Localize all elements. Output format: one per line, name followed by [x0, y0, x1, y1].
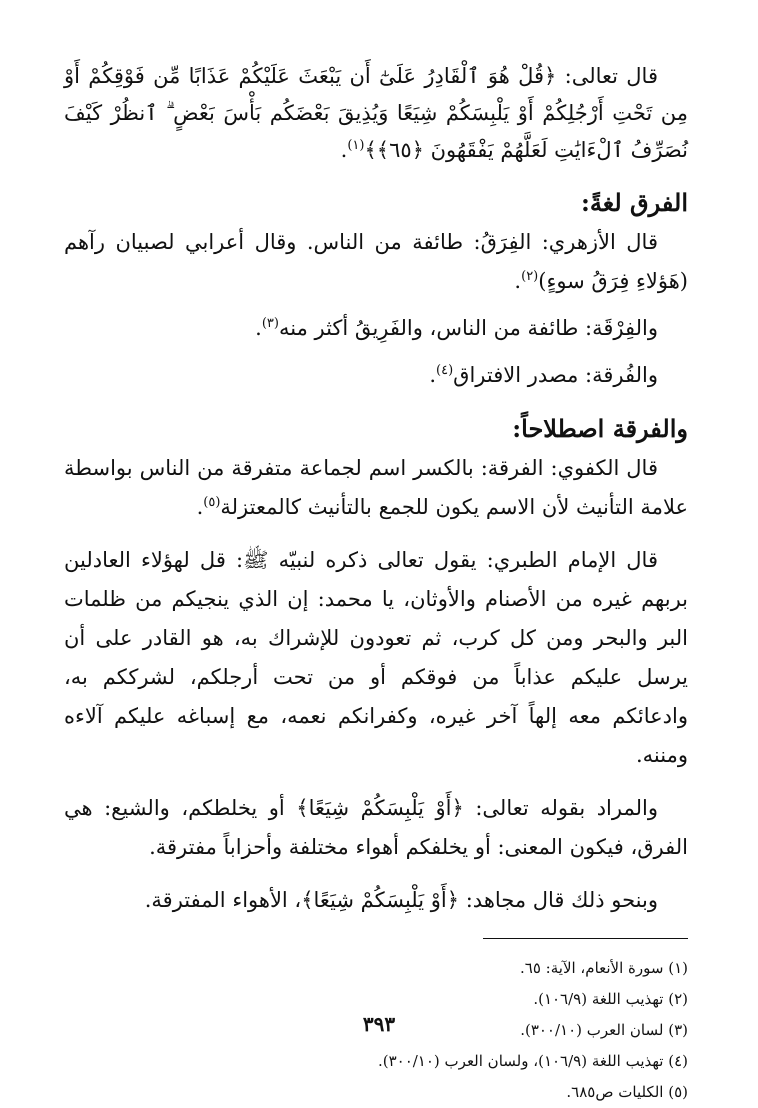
footnote-separator — [483, 938, 688, 939]
footnote-marker-3: (٣) — [261, 316, 279, 331]
paragraph-kafawi: قال الكفوي: الفرقة: بالكسر اسم لجماعة متفرقة من الناس بواسطة علامة التأنيث لأن الاسم يكون للجمع بالتأنيث كالمعتزلة$^{(٥)}$. — [64, 456, 688, 519]
paragraph-azhari: قال الأزهري: الفِرَقُ: طائفة من الناس. وقال أعرابي لصبيان رآهم (هَؤلاءِ فِرَقُ سوءٍ)$^{(٢)}$. — [64, 230, 688, 293]
paragraph-furqa: والفُرقة: مصدر الافتراق$^{(٤)}$. — [429, 363, 658, 387]
footnote-4: (٤) تهذيب اللغة (١٠٦/٩)، ولسان العرب (٣٠٠/١٠). — [377, 1052, 688, 1070]
footnote-marker-4: (٤) — [436, 363, 454, 378]
paragraph-firqa: والفِرْقَة: طائفة من الناس، والفَرِيقُ أكثر منه$^{(٣)}$. — [255, 316, 658, 340]
page-number: ٣٩٣ — [362, 1012, 396, 1036]
footnote-marker-2: (٢) — [521, 269, 539, 284]
footnote-5: (٥) الكليات ص٦٨٥. — [566, 1083, 688, 1101]
footnote-marker-5: (٥) — [203, 495, 221, 510]
footnote-1: (١) سورة الأنعام، الآية: ٦٥. — [520, 959, 688, 977]
paragraph-murad: والمراد بقوله تعالى: ﴿أَوْ يَلْبِسَكُمْ شِيَعًا﴾ أو يخلطكم، والشيع: هي الفرق، فيكون المعنى: أو يخلفكم أهواء مختلفة وأحزاباً مفترقة. — [64, 796, 688, 859]
quran-verse-paragraph: قال تعالى: ﴿قُلْ هُوَ ٱلْقَادِرُ عَلَىٰٓ أَن يَبْعَثَ عَلَيْكُمْ عَذَابًا مِّن فَوْقِكُمْ أَوْ مِن تَحْتِ أَرْجُلِكُمْ أَوْ يَلْبِسَكُمْ شِيَعًا وَيُذِيقَ بَعْضَكُم بَأْسَ بَعْضٍ ۗ ٱنظُرْ كَيْفَ نُصَرِّفُ ٱلْءَايَٰتِ لَعَلَّهُمْ يَفْقَهُونَ ﴿٦٥﴾﴾$^{(١)}$. — [64, 64, 688, 162]
footnote-marker-1: (١) — [347, 138, 365, 153]
section-heading-terminological: والفرقة اصطلاحاً: — [512, 414, 688, 443]
paragraph-tabari: قال الإمام الطبري: يقول تعالى ذكره لنبيّه ﷺ: قل لهؤلاء العادلين بربهم غيره من الأصنام والأوثان، يا محمد: إن الذي ينجيكم من ظلمات البر والبحر ومن كل كرب، ثم تعودون للإشراك به، هو القادر على أن يرسل عليكم عذاباً من فوقكم أو من تحت أرجلكم، لشرككم به، وادعائكم معه إلهاً آخر غيره، وكفرانكم نعمه، مع إسباغه عليكم آلاءه ومننه. — [64, 548, 688, 767]
footnote-3: (٣) لسان العرب (٣٠٠/١٠). — [520, 1021, 688, 1039]
section-heading-linguistic: الفرق لغةً: — [581, 188, 688, 217]
paragraph-mujahid: وبنحو ذلك قال مجاهد: ﴿أَوْ يَلْبِسَكُمْ شِيَعًا﴾، الأهواء المفترقة. — [144, 888, 658, 912]
footnote-2: (٢) تهذيب اللغة (١٠٦/٩). — [533, 990, 688, 1008]
quran-verse-text: قال تعالى: ﴿قُلْ هُوَ ٱلْقَادِرُ عَلَىٰٓ أَن يَبْعَثَ عَلَيْكُمْ عَذَابًا مِّن فَوْقِكُمْ أَوْ مِن تَحْتِ أَرْجُلِكُمْ أَوْ يَلْبِسَكُمْ شِيَعًا وَيُذِيقَ بَعْضَكُم بَأْسَ بَعْضٍ ۗ ٱنظُرْ كَيْفَ نُصَرِّفُ ٱلْءَايَٰتِ لَعَلَّهُمْ يَفْقَهُونَ ﴿٦٥﴾﴾ — [64, 64, 688, 162]
